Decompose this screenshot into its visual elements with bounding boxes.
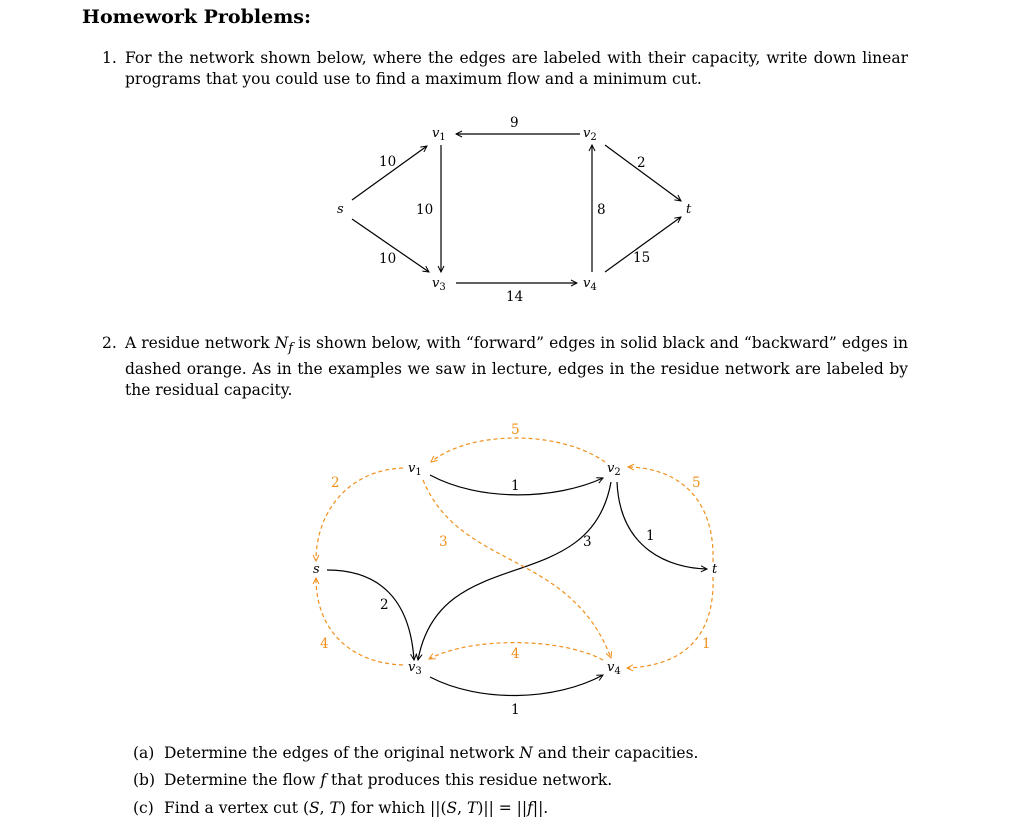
g1-vertex-v1: $v_1$ <box>432 126 446 143</box>
g2-fwd-cap-v2-t: 1 <box>646 528 655 544</box>
problem-2-number: 2. <box>102 334 117 352</box>
part-a-text-1: Determine the edges of the original network <box>164 744 520 762</box>
g1-cap-v1-v3: 10 <box>416 202 434 218</box>
part-c-comma-2: , <box>457 799 467 817</box>
part-a-label: (a) <box>133 744 155 762</box>
part-c-text-1: Find a vertex cut ( <box>164 799 309 817</box>
network-graph-1 <box>337 115 692 305</box>
g2-bwd-cap-t-v2: 5 <box>692 475 701 491</box>
problem-2-text-b: is shown below, with “forward” edges in solid black and “backward” edges in dashed orange. As in the examples we saw in lecture, edges in the residue network are labeled by the residual capacity. <box>125 334 908 400</box>
residue-network-subscript: f <box>288 341 294 357</box>
part-c <box>133 799 548 817</box>
g2-fwd-cap-v1-v2: 1 <box>511 478 520 494</box>
part-c-comma: , <box>319 799 330 817</box>
g2-bwd-cap-t-v4: 1 <box>702 636 711 652</box>
fwd-edge-v3-v4 <box>430 675 603 696</box>
part-b-text-1: Determine the flow <box>164 771 321 789</box>
g2-bwd-cap-v1-v4: 3 <box>439 534 448 550</box>
g1-cap-v2-t: 2 <box>637 155 646 171</box>
part-c-label: (c) <box>133 799 154 817</box>
g1-vertex-v2: $v_2$ <box>583 126 597 143</box>
edge-v2-t <box>605 145 681 201</box>
g2-fwd-cap-v2-v3: 3 <box>583 534 592 550</box>
part-b-text-2: that produces this residue network. <box>326 771 613 789</box>
bwd-edge-v3-s <box>316 578 403 665</box>
part-b <box>133 771 612 789</box>
g1-vertex-t: t <box>686 202 692 217</box>
g2-fwd-cap-s-v3: 2 <box>380 597 389 613</box>
g2-bwd-cap-v2-v1: 5 <box>511 422 520 438</box>
g1-vertex-v3: $v_3$ <box>432 276 446 293</box>
g1-cap-s-v1: 10 <box>379 154 397 170</box>
fwd-edge-v2-v3 <box>418 482 611 660</box>
part-c-symbol-t: T <box>329 799 340 817</box>
g2-vertex-v1: $v_1$ <box>408 461 422 478</box>
g2-vertex-v3: $v_3$ <box>408 660 422 677</box>
g2-vertex-s: s <box>313 562 320 577</box>
g1-vertex-v4: $v_4$ <box>583 276 597 293</box>
residue-network-symbol: N <box>274 334 289 352</box>
part-c-symbol-f: f <box>527 799 533 817</box>
g2-vertex-t: t <box>712 562 718 577</box>
g2-bwd-cap-v1-s: 2 <box>331 475 340 491</box>
g2-bwd-cap-v4-v3: 4 <box>511 646 520 662</box>
g1-vertex-s: s <box>337 202 344 217</box>
g1-cap-v4-v2: 8 <box>597 202 606 218</box>
part-a <box>133 744 698 762</box>
bwd-edge-v2-v1 <box>431 438 605 462</box>
g1-cap-v3-v4: 14 <box>506 289 524 305</box>
part-a-symbol-n: N <box>519 744 533 762</box>
part-b-label: (b) <box>133 771 156 789</box>
bwd-edge-t-v4 <box>627 577 713 668</box>
g1-cap-v4-t: 15 <box>633 250 651 266</box>
part-c-symbol-s: S <box>309 799 320 817</box>
problem-1-text: For the network shown below, where the edges are labeled with their capacity, write down linear programs that you could use to find a maximum flow and a minimum cut. <box>125 49 908 88</box>
g1-cap-v2-v1: 9 <box>510 115 519 131</box>
residue-network-graph <box>313 422 718 718</box>
part-c-text-3: )|| = || <box>477 799 528 817</box>
part-a-text-2: and their capacities. <box>532 744 699 762</box>
problem-1-number: 1. <box>102 49 117 67</box>
g2-vertex-v4: $v_4$ <box>607 660 621 677</box>
fwd-edge-s-v3 <box>327 570 414 660</box>
part-c-text-2: ) for which ||( <box>339 799 447 817</box>
part-c-symbol-t2: T <box>466 799 478 817</box>
part-c-symbol-s2: S <box>446 799 458 817</box>
g2-vertex-v2: $v_2$ <box>607 461 621 478</box>
g2-bwd-cap-v3-s: 4 <box>320 636 329 652</box>
part-b-symbol-f: f <box>320 771 327 789</box>
g2-fwd-cap-v3-v4: 1 <box>511 702 520 718</box>
page-title: Homework Problems: <box>82 6 312 28</box>
part-c-text-4: ||. <box>532 799 549 817</box>
bwd-edge-v1-s <box>316 468 403 561</box>
g1-cap-s-v3: 10 <box>379 251 397 267</box>
problem-2-text-a: A residue network <box>125 334 275 352</box>
